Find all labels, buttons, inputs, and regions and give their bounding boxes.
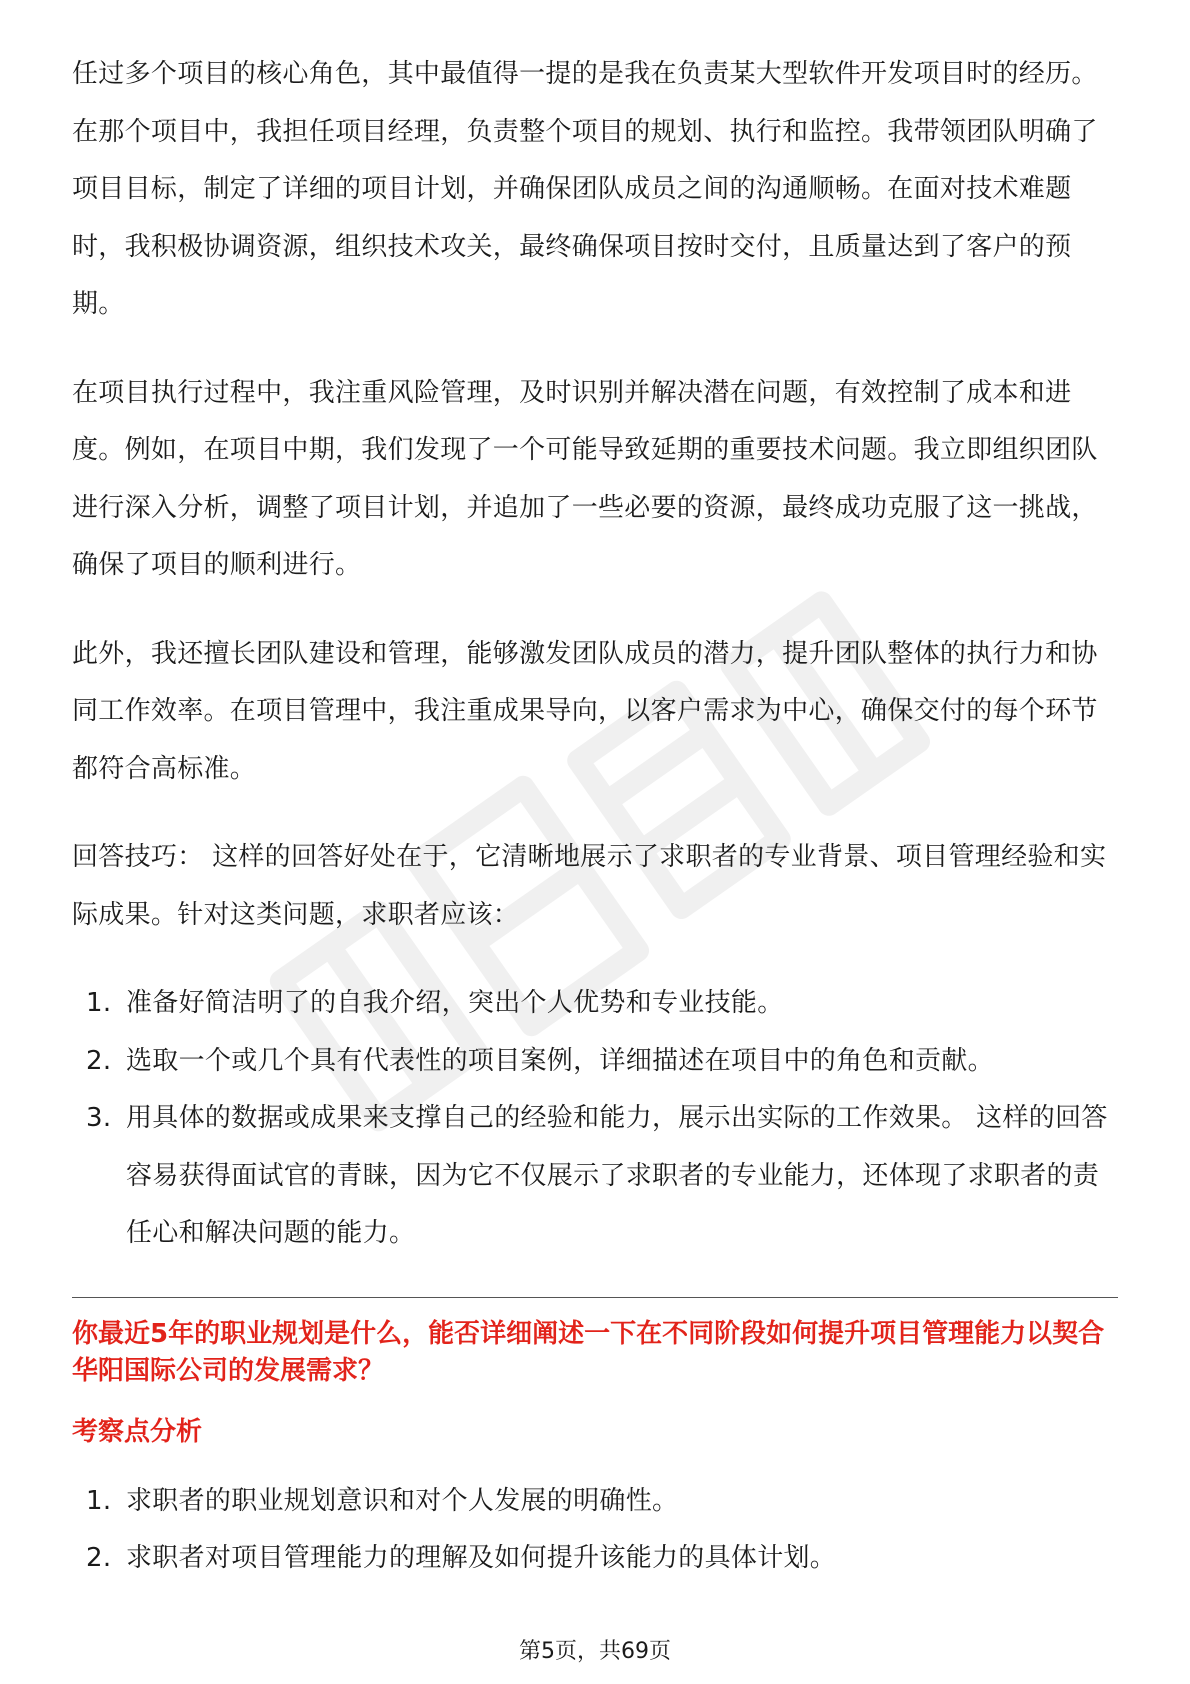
list-item-number: 2. [86,1543,112,1573]
paragraph-team-building: 此外，我还擅长团队建设和管理，能够激发团队成员的潜力，提升团队整体的执行力和协同工作效率。在项目管理中，我注重成果导向，以客户需求为中心，确保交付的每个环节都符合高标准。 [72,638,1098,784]
list-item [72,1033,1118,1091]
list-item-number: 1. [86,988,112,1018]
paragraph-answer-tips: 回答技巧： 这样的回答好处在于，它清晰地展示了求职者的专业背景、项目管理经验和实际成果。针对这类问题，求职者应该： [72,842,1107,930]
list-item-text: 准备好简洁明了的自我介绍，突出个人优势和专业技能。 [126,988,784,1018]
list-item-number: 1. [86,1485,112,1516]
section-divider [72,1297,1118,1298]
list-item [72,1473,1118,1531]
paragraph-project-experience: 任过多个项目的核心角色，其中最值得一提的是我在负责某大型软件开发项目时的经历。在那个项目中，我担任项目经理，负责整个项目的规划、执行和监控。我带领团队明确了项目目标，制定了详细的项目计划，并确保团队成员之间的沟通顺畅。在面对技术难题时，我积极协调资源，组织技术攻关，最终确保项目按时交付，且质量达到了客户的预期。 [72,59,1098,319]
page-number: 第5页，共69页 [519,1639,671,1664]
document-page [72,46,1118,1619]
list-item-text: 用具体的数据或成果来支撑自己的经验和能力，展示出实际的工作效果。 这样的回答容易获得面试官的青睐，因为它不仅展示了求职者的专业能力，还体现了求职者的责任心和解决问题的能力。 [126,1103,1108,1248]
interview-question: 你最近5年的职业规划是什么，能否详细阐述一下在不同阶段如何提升项目管理能力以契合华阳国际公司的发展需求？ [72,1318,1105,1386]
analysis-heading: 考察点分析 [72,1416,203,1447]
list-item-number: 2. [86,1045,112,1076]
list-item-text: 选取一个或几个具有代表性的项目案例，详细描述在项目中的角色和贡献。 [126,1045,994,1076]
list-item [72,1090,1118,1263]
list-item-text: 求职者的职业规划意识和对个人发展的明确性。 [126,1485,679,1516]
list-item [72,975,1118,1033]
analysis-list [72,1473,1118,1588]
list-item-text: 求职者对项目管理能力的理解及如何提升该能力的具体计划。 [126,1543,837,1573]
tips-list [72,975,1118,1263]
list-item [72,1530,1118,1588]
paragraph-risk-management: 在项目执行过程中，我注重风险管理，及时识别并解决潜在问题，有效控制了成本和进度。例如，在项目中期，我们发现了一个可能导致延期的重要技术问题。我立即组织团队进行深入分析，调整了项目计划，并追加了一些必要的资源，最终成功克服了这一挑战，确保了项目的顺利进行。 [72,377,1098,580]
list-item-number: 3. [86,1103,112,1133]
